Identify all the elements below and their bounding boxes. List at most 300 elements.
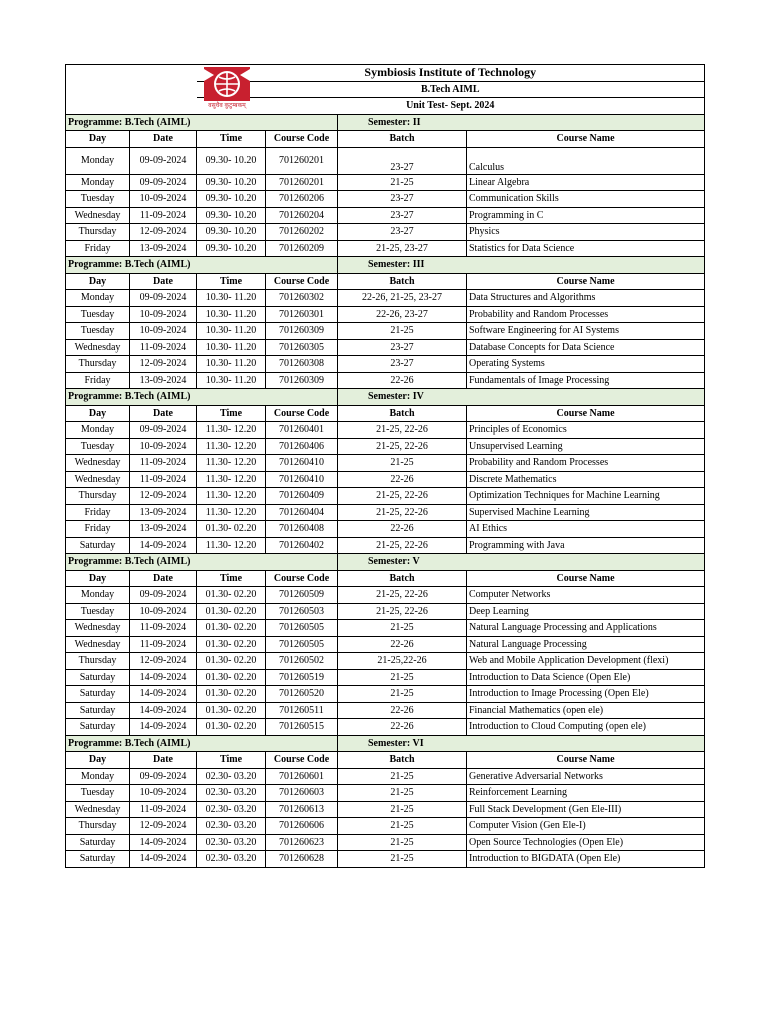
batch-cell: 23-27 bbox=[338, 224, 467, 241]
table-row bbox=[66, 834, 705, 851]
time-cell: 11.30- 12.20 bbox=[197, 537, 266, 554]
column-header: Course Code bbox=[266, 752, 338, 769]
date-cell: 13-09-2024 bbox=[130, 240, 197, 257]
batch-cell: 21-25 bbox=[338, 818, 467, 835]
programme-row bbox=[66, 114, 705, 131]
time-cell: 02.30- 03.20 bbox=[197, 801, 266, 818]
date-cell: 09-09-2024 bbox=[130, 174, 197, 191]
batch-cell: 21-25,22-26 bbox=[338, 653, 467, 670]
programme-row bbox=[66, 554, 705, 571]
column-header: Day bbox=[66, 273, 130, 290]
table-row bbox=[66, 290, 705, 307]
course-code-cell: 701260509 bbox=[266, 587, 338, 604]
time-cell: 10.30- 11.20 bbox=[197, 339, 266, 356]
batch-cell: 22-26 bbox=[338, 521, 467, 538]
program-title: B.Tech AIML bbox=[197, 81, 705, 98]
course-code-cell: 701260202 bbox=[266, 224, 338, 241]
batch-cell: 21-25, 23-27 bbox=[338, 240, 467, 257]
table-row bbox=[66, 147, 705, 174]
batch-cell: 21-25 bbox=[338, 801, 467, 818]
time-cell: 11.30- 12.20 bbox=[197, 422, 266, 439]
column-header-row bbox=[66, 570, 705, 587]
course-code-cell: 701260613 bbox=[266, 801, 338, 818]
date-cell: 14-09-2024 bbox=[130, 669, 197, 686]
day-cell: Friday bbox=[66, 521, 130, 538]
column-header-row bbox=[66, 405, 705, 422]
course-code-cell: 701260505 bbox=[266, 636, 338, 653]
course-name-cell: AI Ethics bbox=[467, 521, 705, 538]
time-cell: 01.30- 02.20 bbox=[197, 521, 266, 538]
course-code-cell: 701260302 bbox=[266, 290, 338, 307]
date-cell: 12-09-2024 bbox=[130, 818, 197, 835]
date-cell: 13-09-2024 bbox=[130, 372, 197, 389]
batch-cell: 22-26 bbox=[338, 372, 467, 389]
course-code-cell: 701260402 bbox=[266, 537, 338, 554]
course-code-cell: 701260515 bbox=[266, 719, 338, 736]
time-cell: 11.30- 12.20 bbox=[197, 488, 266, 505]
course-name-cell: Introduction to Image Processing (Open Ele) bbox=[467, 686, 705, 703]
table-row bbox=[66, 504, 705, 521]
time-cell: 02.30- 03.20 bbox=[197, 851, 266, 868]
programme-label: Programme: B.Tech (AIML) bbox=[66, 389, 338, 406]
day-cell: Monday bbox=[66, 768, 130, 785]
date-cell: 14-09-2024 bbox=[130, 702, 197, 719]
column-header: Date bbox=[130, 405, 197, 422]
column-header: Date bbox=[130, 131, 197, 148]
course-name-cell: Reinforcement Learning bbox=[467, 785, 705, 802]
table-row bbox=[66, 455, 705, 472]
course-code-cell: 701260505 bbox=[266, 620, 338, 637]
course-name-cell: Calculus bbox=[467, 147, 705, 174]
table-row bbox=[66, 603, 705, 620]
column-header: Time bbox=[197, 273, 266, 290]
time-cell: 01.30- 02.20 bbox=[197, 620, 266, 637]
course-code-cell: 701260201 bbox=[266, 147, 338, 174]
batch-cell: 22-26 bbox=[338, 471, 467, 488]
date-cell: 12-09-2024 bbox=[130, 224, 197, 241]
course-name-cell: Computer Vision (Gen Ele-I) bbox=[467, 818, 705, 835]
batch-cell: 23-27 bbox=[338, 147, 467, 174]
course-code-cell: 701260406 bbox=[266, 438, 338, 455]
programme-label: Programme: B.Tech (AIML) bbox=[66, 114, 338, 131]
day-cell: Monday bbox=[66, 174, 130, 191]
batch-cell: 21-25, 22-26 bbox=[338, 603, 467, 620]
batch-cell: 21-25 bbox=[338, 455, 467, 472]
batch-cell: 21-25 bbox=[338, 323, 467, 340]
batch-cell: 21-25, 22-26 bbox=[338, 587, 467, 604]
day-cell: Monday bbox=[66, 147, 130, 174]
course-name-cell: Natural Language Processing bbox=[467, 636, 705, 653]
time-cell: 10.30- 11.20 bbox=[197, 356, 266, 373]
course-name-cell: Discrete Mathematics bbox=[467, 471, 705, 488]
course-name-cell: Introduction to BIGDATA (Open Ele) bbox=[467, 851, 705, 868]
day-cell: Tuesday bbox=[66, 191, 130, 208]
course-code-cell: 701260520 bbox=[266, 686, 338, 703]
table-row bbox=[66, 801, 705, 818]
date-cell: 09-09-2024 bbox=[130, 147, 197, 174]
date-cell: 13-09-2024 bbox=[130, 521, 197, 538]
programme-row bbox=[66, 257, 705, 274]
date-cell: 11-09-2024 bbox=[130, 471, 197, 488]
day-cell: Thursday bbox=[66, 818, 130, 835]
date-cell: 10-09-2024 bbox=[130, 603, 197, 620]
course-code-cell: 701260511 bbox=[266, 702, 338, 719]
table-row bbox=[66, 306, 705, 323]
time-cell: 10.30- 11.20 bbox=[197, 372, 266, 389]
date-cell: 12-09-2024 bbox=[130, 488, 197, 505]
batch-cell: 22-26, 21-25, 23-27 bbox=[338, 290, 467, 307]
batch-cell: 22-26, 23-27 bbox=[338, 306, 467, 323]
semester-label: Semester: III bbox=[338, 257, 705, 274]
batch-cell: 22-26 bbox=[338, 702, 467, 719]
column-header: Batch bbox=[338, 273, 467, 290]
date-cell: 12-09-2024 bbox=[130, 653, 197, 670]
batch-cell: 21-25 bbox=[338, 768, 467, 785]
date-cell: 10-09-2024 bbox=[130, 323, 197, 340]
time-cell: 11.30- 12.20 bbox=[197, 504, 266, 521]
day-cell: Saturday bbox=[66, 702, 130, 719]
batch-cell: 21-25, 22-26 bbox=[338, 504, 467, 521]
semester-label: Semester: V bbox=[338, 554, 705, 571]
institute-title: Symbiosis Institute of Technology bbox=[197, 65, 705, 82]
table-row bbox=[66, 224, 705, 241]
column-header: Date bbox=[130, 752, 197, 769]
batch-cell: 21-25 bbox=[338, 686, 467, 703]
column-header: Time bbox=[197, 570, 266, 587]
column-header: Course Code bbox=[266, 131, 338, 148]
time-cell: 09.30- 10.20 bbox=[197, 191, 266, 208]
programme-row bbox=[66, 389, 705, 406]
day-cell: Wednesday bbox=[66, 636, 130, 653]
time-cell: 09.30- 10.20 bbox=[197, 240, 266, 257]
course-name-cell: Natural Language Processing and Applications bbox=[467, 620, 705, 637]
day-cell: Tuesday bbox=[66, 438, 130, 455]
batch-cell: 23-27 bbox=[338, 356, 467, 373]
course-code-cell: 701260628 bbox=[266, 851, 338, 868]
table-row bbox=[66, 521, 705, 538]
batch-cell: 21-25 bbox=[338, 834, 467, 851]
column-header: Day bbox=[66, 131, 130, 148]
course-code-cell: 701260503 bbox=[266, 603, 338, 620]
day-cell: Monday bbox=[66, 587, 130, 604]
time-cell: 02.30- 03.20 bbox=[197, 768, 266, 785]
table-row bbox=[66, 207, 705, 224]
column-header: Course Name bbox=[467, 405, 705, 422]
time-cell: 01.30- 02.20 bbox=[197, 702, 266, 719]
day-cell: Wednesday bbox=[66, 339, 130, 356]
date-cell: 09-09-2024 bbox=[130, 422, 197, 439]
time-cell: 01.30- 02.20 bbox=[197, 653, 266, 670]
batch-cell: 21-25 bbox=[338, 851, 467, 868]
column-header: Course Name bbox=[467, 131, 705, 148]
time-cell: 10.30- 11.20 bbox=[197, 306, 266, 323]
date-cell: 09-09-2024 bbox=[130, 290, 197, 307]
time-cell: 02.30- 03.20 bbox=[197, 834, 266, 851]
date-cell: 12-09-2024 bbox=[130, 356, 197, 373]
course-name-cell: Probability and Random Processes bbox=[467, 455, 705, 472]
column-header: Time bbox=[197, 752, 266, 769]
day-cell: Saturday bbox=[66, 669, 130, 686]
day-cell: Thursday bbox=[66, 224, 130, 241]
course-name-cell: Principles of Economics bbox=[467, 422, 705, 439]
course-code-cell: 701260410 bbox=[266, 471, 338, 488]
course-code-cell: 701260309 bbox=[266, 323, 338, 340]
time-cell: 02.30- 03.20 bbox=[197, 818, 266, 835]
day-cell: Tuesday bbox=[66, 785, 130, 802]
course-name-cell: Supervised Machine Learning bbox=[467, 504, 705, 521]
column-header: Day bbox=[66, 405, 130, 422]
batch-cell: 23-27 bbox=[338, 207, 467, 224]
timetable-sheet bbox=[65, 64, 704, 868]
table-row bbox=[66, 636, 705, 653]
course-name-cell: Linear Algebra bbox=[467, 174, 705, 191]
course-code-cell: 701260301 bbox=[266, 306, 338, 323]
course-name-cell: Introduction to Cloud Computing (open ele) bbox=[467, 719, 705, 736]
day-cell: Tuesday bbox=[66, 603, 130, 620]
course-code-cell: 701260408 bbox=[266, 521, 338, 538]
date-cell: 10-09-2024 bbox=[130, 306, 197, 323]
time-cell: 01.30- 02.20 bbox=[197, 636, 266, 653]
column-header: Day bbox=[66, 752, 130, 769]
course-name-cell: Software Engineering for AI Systems bbox=[467, 323, 705, 340]
course-name-cell: Data Structures and Algorithms bbox=[467, 290, 705, 307]
table-row bbox=[66, 669, 705, 686]
course-code-cell: 701260209 bbox=[266, 240, 338, 257]
course-name-cell: Database Concepts for Data Science bbox=[467, 339, 705, 356]
programme-label: Programme: B.Tech (AIML) bbox=[66, 257, 338, 274]
time-cell: 09.30- 10.20 bbox=[197, 147, 266, 174]
batch-cell: 21-25 bbox=[338, 174, 467, 191]
course-name-cell: Generative Adversarial Networks bbox=[467, 768, 705, 785]
logo-motto: वसुधैव कुटुम्बकम् bbox=[208, 102, 246, 109]
date-cell: 10-09-2024 bbox=[130, 191, 197, 208]
table-row bbox=[66, 818, 705, 835]
course-code-cell: 701260410 bbox=[266, 455, 338, 472]
date-cell: 14-09-2024 bbox=[130, 851, 197, 868]
course-name-cell: Deep Learning bbox=[467, 603, 705, 620]
course-name-cell: Operating Systems bbox=[467, 356, 705, 373]
table-row bbox=[66, 488, 705, 505]
batch-cell: 23-27 bbox=[338, 339, 467, 356]
column-header: Time bbox=[197, 405, 266, 422]
day-cell: Wednesday bbox=[66, 620, 130, 637]
column-header-row bbox=[66, 131, 705, 148]
date-cell: 13-09-2024 bbox=[130, 504, 197, 521]
column-header: Course Name bbox=[467, 273, 705, 290]
table-row bbox=[66, 719, 705, 736]
column-header: Batch bbox=[338, 131, 467, 148]
table-row bbox=[66, 438, 705, 455]
column-header-row bbox=[66, 752, 705, 769]
day-cell: Saturday bbox=[66, 851, 130, 868]
course-name-cell: Unsupervised Learning bbox=[467, 438, 705, 455]
date-cell: 09-09-2024 bbox=[130, 768, 197, 785]
column-header: Course Code bbox=[266, 570, 338, 587]
time-cell: 10.30- 11.20 bbox=[197, 323, 266, 340]
semester-label: Semester: II bbox=[338, 114, 705, 131]
column-header: Course Name bbox=[467, 752, 705, 769]
column-header: Course Code bbox=[266, 405, 338, 422]
date-cell: 14-09-2024 bbox=[130, 834, 197, 851]
course-code-cell: 701260603 bbox=[266, 785, 338, 802]
course-code-cell: 701260606 bbox=[266, 818, 338, 835]
day-cell: Wednesday bbox=[66, 801, 130, 818]
course-name-cell: Communication Skills bbox=[467, 191, 705, 208]
course-name-cell: Optimization Techniques for Machine Learning bbox=[467, 488, 705, 505]
date-cell: 10-09-2024 bbox=[130, 785, 197, 802]
table-row bbox=[66, 686, 705, 703]
course-name-cell: Web and Mobile Application Development (flexi) bbox=[467, 653, 705, 670]
day-cell: Thursday bbox=[66, 488, 130, 505]
course-code-cell: 701260204 bbox=[266, 207, 338, 224]
course-code-cell: 701260409 bbox=[266, 488, 338, 505]
day-cell: Friday bbox=[66, 240, 130, 257]
date-cell: 09-09-2024 bbox=[130, 587, 197, 604]
time-cell: 10.30- 11.20 bbox=[197, 290, 266, 307]
batch-cell: 23-27 bbox=[338, 191, 467, 208]
day-cell: Saturday bbox=[66, 686, 130, 703]
course-code-cell: 701260309 bbox=[266, 372, 338, 389]
date-cell: 14-09-2024 bbox=[130, 719, 197, 736]
table-row bbox=[66, 174, 705, 191]
course-code-cell: 701260401 bbox=[266, 422, 338, 439]
column-header-row bbox=[66, 273, 705, 290]
batch-cell: 22-26 bbox=[338, 719, 467, 736]
batch-cell: 22-26 bbox=[338, 636, 467, 653]
time-cell: 09.30- 10.20 bbox=[197, 174, 266, 191]
batch-cell: 21-25, 22-26 bbox=[338, 488, 467, 505]
semester-label: Semester: VI bbox=[338, 735, 705, 752]
course-code-cell: 701260623 bbox=[266, 834, 338, 851]
column-header: Date bbox=[130, 570, 197, 587]
table-row bbox=[66, 191, 705, 208]
table-row bbox=[66, 702, 705, 719]
programme-row bbox=[66, 735, 705, 752]
day-cell: Tuesday bbox=[66, 323, 130, 340]
day-cell: Monday bbox=[66, 422, 130, 439]
batch-cell: 21-25 bbox=[338, 620, 467, 637]
date-cell: 11-09-2024 bbox=[130, 455, 197, 472]
column-header: Batch bbox=[338, 752, 467, 769]
course-name-cell: Physics bbox=[467, 224, 705, 241]
logo-area bbox=[66, 65, 246, 115]
batch-cell: 21-25 bbox=[338, 785, 467, 802]
table-row bbox=[66, 422, 705, 439]
time-cell: 09.30- 10.20 bbox=[197, 207, 266, 224]
course-code-cell: 701260206 bbox=[266, 191, 338, 208]
column-header: Batch bbox=[338, 405, 467, 422]
table-row bbox=[66, 653, 705, 670]
day-cell: Thursday bbox=[66, 653, 130, 670]
course-code-cell: 701260305 bbox=[266, 339, 338, 356]
date-cell: 14-09-2024 bbox=[130, 686, 197, 703]
course-code-cell: 701260601 bbox=[266, 768, 338, 785]
time-cell: 01.30- 02.20 bbox=[197, 603, 266, 620]
column-header: Course Name bbox=[467, 570, 705, 587]
semester-label: Semester: IV bbox=[338, 389, 705, 406]
day-cell: Wednesday bbox=[66, 207, 130, 224]
table-row bbox=[66, 537, 705, 554]
table-row bbox=[66, 471, 705, 488]
day-cell: Saturday bbox=[66, 537, 130, 554]
course-name-cell: Programming in C bbox=[467, 207, 705, 224]
date-cell: 11-09-2024 bbox=[130, 339, 197, 356]
time-cell: 02.30- 03.20 bbox=[197, 785, 266, 802]
table-row bbox=[66, 372, 705, 389]
day-cell: Wednesday bbox=[66, 471, 130, 488]
column-header: Day bbox=[66, 570, 130, 587]
time-cell: 11.30- 12.20 bbox=[197, 438, 266, 455]
batch-cell: 21-25, 22-26 bbox=[338, 438, 467, 455]
time-cell: 01.30- 02.20 bbox=[197, 587, 266, 604]
course-name-cell: Fundamentals of Image Processing bbox=[467, 372, 705, 389]
date-cell: 11-09-2024 bbox=[130, 636, 197, 653]
date-cell: 11-09-2024 bbox=[130, 620, 197, 637]
course-code-cell: 701260519 bbox=[266, 669, 338, 686]
batch-cell: 21-25, 22-26 bbox=[338, 422, 467, 439]
day-cell: Monday bbox=[66, 290, 130, 307]
course-code-cell: 701260404 bbox=[266, 504, 338, 521]
day-cell: Saturday bbox=[66, 719, 130, 736]
table-row bbox=[66, 587, 705, 604]
table-row bbox=[66, 620, 705, 637]
course-name-cell: Financial Mathematics (open ele) bbox=[467, 702, 705, 719]
day-cell: Saturday bbox=[66, 834, 130, 851]
day-cell: Tuesday bbox=[66, 306, 130, 323]
day-cell: Wednesday bbox=[66, 455, 130, 472]
course-name-cell: Programming with Java bbox=[467, 537, 705, 554]
table-row bbox=[66, 851, 705, 868]
day-cell: Thursday bbox=[66, 356, 130, 373]
time-cell: 01.30- 02.20 bbox=[197, 686, 266, 703]
column-header: Batch bbox=[338, 570, 467, 587]
course-name-cell: Computer Networks bbox=[467, 587, 705, 604]
exam-title: Unit Test- Sept. 2024 bbox=[197, 98, 705, 115]
course-code-cell: 701260502 bbox=[266, 653, 338, 670]
batch-cell: 21-25 bbox=[338, 669, 467, 686]
programme-label: Programme: B.Tech (AIML) bbox=[66, 735, 338, 752]
date-cell: 14-09-2024 bbox=[130, 537, 197, 554]
course-name-cell: Probability and Random Processes bbox=[467, 306, 705, 323]
table-row bbox=[66, 356, 705, 373]
course-name-cell: Open Source Technologies (Open Ele) bbox=[467, 834, 705, 851]
course-name-cell: Statistics for Data Science bbox=[467, 240, 705, 257]
column-header: Course Code bbox=[266, 273, 338, 290]
time-cell: 01.30- 02.20 bbox=[197, 669, 266, 686]
timetable-table bbox=[65, 64, 705, 868]
course-name-cell: Introduction to Data Science (Open Ele) bbox=[467, 669, 705, 686]
date-cell: 11-09-2024 bbox=[130, 207, 197, 224]
day-cell: Friday bbox=[66, 372, 130, 389]
programme-label: Programme: B.Tech (AIML) bbox=[66, 554, 338, 571]
date-cell: 10-09-2024 bbox=[130, 438, 197, 455]
table-row bbox=[66, 785, 705, 802]
table-row bbox=[66, 768, 705, 785]
time-cell: 09.30- 10.20 bbox=[197, 224, 266, 241]
column-header: Time bbox=[197, 131, 266, 148]
course-code-cell: 701260308 bbox=[266, 356, 338, 373]
header-title-row bbox=[66, 65, 705, 82]
table-row bbox=[66, 339, 705, 356]
course-code-cell: 701260201 bbox=[266, 174, 338, 191]
column-header: Date bbox=[130, 273, 197, 290]
time-cell: 01.30- 02.20 bbox=[197, 719, 266, 736]
batch-cell: 21-25, 22-26 bbox=[338, 537, 467, 554]
table-row bbox=[66, 323, 705, 340]
table-row bbox=[66, 240, 705, 257]
time-cell: 11.30- 12.20 bbox=[197, 455, 266, 472]
date-cell: 11-09-2024 bbox=[130, 801, 197, 818]
